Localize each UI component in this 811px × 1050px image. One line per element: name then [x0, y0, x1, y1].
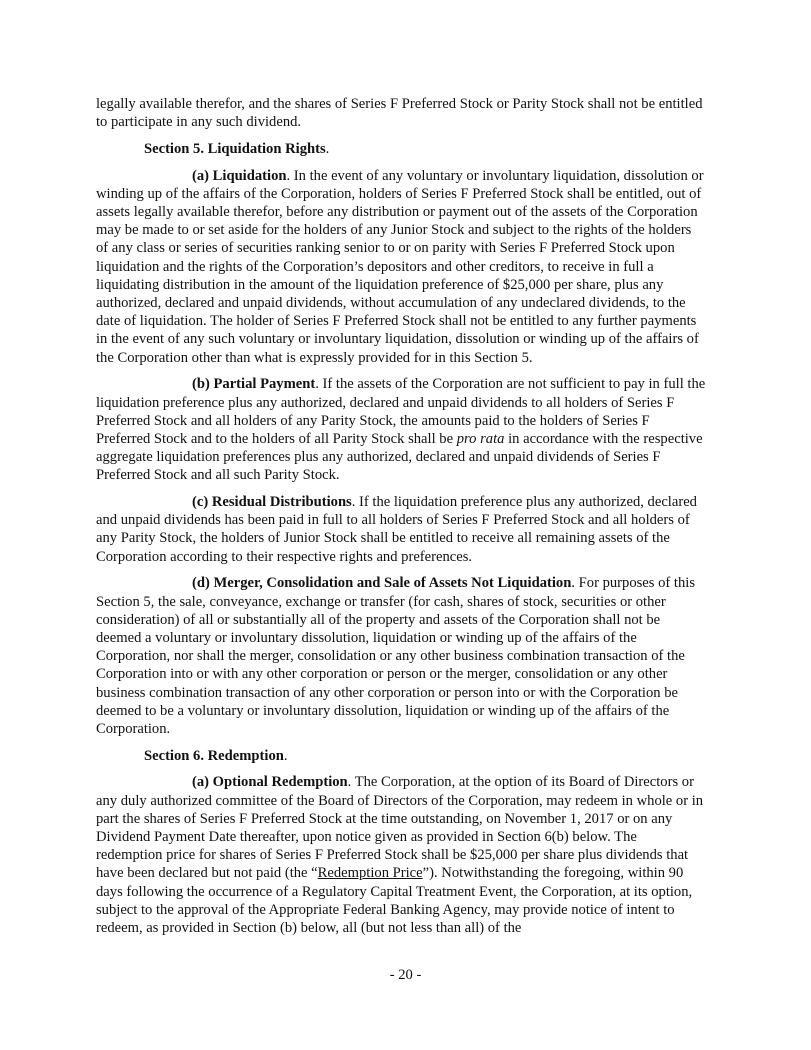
- section-5-title: Section 5. Liquidation Rights: [144, 140, 326, 157]
- partial-payment-text-1: . If the assets of the Corporation are not sufficient to pay in full the liquidation preference plus any authorized, declared and unpaid dividends to all holders of Series F Preferred Stock and all holders of any Parity Stock, the amounts paid to the holders of Series F Preferred Stock and to the holders of all Parity Stock shall be: [96, 376, 706, 447]
- page-number: - 20 -: [389, 967, 422, 983]
- section-5-heading: [96, 140, 706, 158]
- partial-payment-text-2: in accordance with the respective aggregate liquidation preferences plus any authorized, declared and unpaid dividends of Series F Preferred Stock and all such Parity Stock.: [96, 430, 703, 484]
- pro-rata-italic: pro rata: [456, 430, 505, 447]
- paragraph-liquidation: [96, 167, 706, 367]
- residual-distributions-heading: (c) Residual Distributions: [192, 494, 352, 511]
- residual-distributions-text: . If the liquidation preference plus any authorized, declared and unpaid dividends has been paid in full to all holders of Series F Preferred Stock and all holders of any Parity Stock, the holders of Junior Stock shall be entitled to receive all remaining assets of the Corporation according to their respective rights and preferences.: [96, 494, 697, 565]
- section-5-title-period: .: [325, 140, 330, 157]
- merger-consolidation-text: . For purposes of this Section 5, the sale, conveyance, exchange or transfer (for cash, shares of stock, securities or other consideration) of all or substantially all of the property and assets of the Corporation shall not be deemed a voluntary or involuntary dissolution, liquidation or winding up of the affairs of the Corporation, nor shall the merger, consolidation or any other business combination transaction of the Corporation into or with any other corporation or person or the merger, consolidation or any other business combination transaction of any other corporation or person into or with the Corporation be deemed to be a voluntary or involuntary dissolution, liquidation or winding up of the affairs of the Corporation.: [96, 575, 696, 737]
- liquidation-text: . In the event of any voluntary or involuntary liquidation, dissolution or winding up of the affairs of the Corporation, holders of Series F Preferred Stock shall be entitled, out of assets legally available therefor, before any distribution or payment out of the assets of the Corporation may be made to or set aside for the holders of any Junior Stock and subject to the rights of the holders of any class or series of securities ranking senior to or on parity with Series F Preferred Stock upon liquidation and the rights of the Corporation’s depositors and other creditors, to receive in full a liquidating distribution in the amount of the liquidation preference of $25,000 per share, plus any authorized, declared and unpaid dividends, without accumulation of any undeclared dividends, to the date of liquidation. The holder of Series F Preferred Stock shall not be entitled to any further payments in the event of any such voluntary or involuntary liquidation, dissolution or winding up of the affairs of the Corporation other than what is expressly provided for in this Section 5.: [96, 167, 704, 366]
- paragraph-residual-distributions: [96, 493, 706, 566]
- partial-payment-heading: (b) Partial Payment: [192, 376, 316, 393]
- redemption-price-defined-term: Redemption Price: [317, 865, 423, 882]
- section-6-title: Section 6. Redemption: [144, 747, 284, 764]
- carryover-paragraph: legally available therefor, and the shares of Series F Preferred Stock or Parity Stock shall not be entitled to participate in any such dividend.: [96, 96, 703, 131]
- liquidation-heading: (a) Liquidation: [192, 167, 287, 184]
- optional-redemption-text-2: ”). Notwithstanding the foregoing, within 90 days following the occurrence of a Regulatory Capital Treatment Event, the Corporation, at its option, subject to the approval of the Appropriate Federal Banking Agency, may provide notice of intent to redeem, as provided in Section (b) below, all (but not less than all) of the: [96, 865, 693, 937]
- section-6-title-period: .: [283, 747, 288, 764]
- paragraph-partial-payment: [96, 375, 706, 484]
- paragraph-merger-consolidation: [96, 574, 706, 738]
- optional-redemption-heading: (a) Optional Redemption: [192, 774, 348, 791]
- merger-consolidation-heading: (d) Merger, Consolidation and Sale of Assets Not Liquidation: [192, 575, 572, 592]
- optional-redemption-text-1: . The Corporation, at the option of its Board of Directors or any duly authorized committee of the Board of Directors of the Corporation, may redeem in whole or in part the shares of Series F Preferred Stock at the time outstanding, on November 1, 2017 or on any Dividend Payment Date thereafter, upon notice given as provided in Section 6(b) below. The redemption price for shares of Series F Preferred Stock shall be $25,000 per share plus dividends that have been declared but not paid (the “: [96, 774, 704, 882]
- paragraph-optional-redemption: [96, 773, 706, 937]
- section-6-heading: [96, 747, 706, 765]
